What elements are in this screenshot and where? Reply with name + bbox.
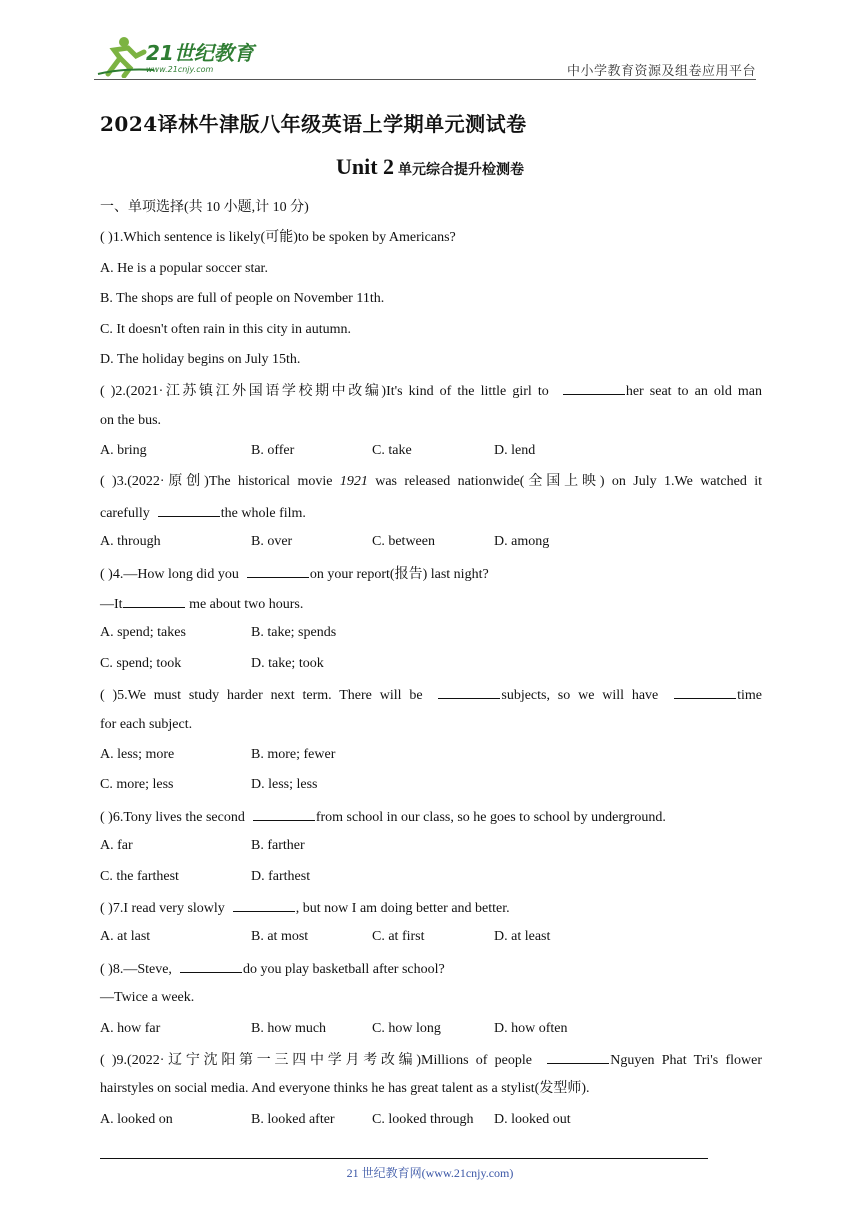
question-4-options-row1 bbox=[100, 623, 762, 653]
question-3-movie-title: 1921 bbox=[339, 473, 368, 489]
section-heading: 一、单项选择(共 10 小题,计 10 分) bbox=[100, 200, 309, 215]
question-3-option-c: C. between bbox=[372, 534, 435, 550]
question-3-option-a: A. through bbox=[100, 534, 161, 550]
question-9-text-2: Nguyen Phat Tri's flower bbox=[610, 1052, 762, 1068]
question-9-text-1: ( )9.(2022·辽宁沈阳第一三四中学月考改编)Millions of people bbox=[100, 1052, 532, 1068]
runner-logo-icon bbox=[94, 34, 264, 78]
question-2-option-a: A. bring bbox=[100, 443, 147, 459]
question-2-option-d: D. lend bbox=[494, 443, 536, 459]
question-6-text-1: ( )6.Tony lives the second bbox=[100, 809, 245, 825]
question-2-stem-cont: on the bus. bbox=[100, 412, 162, 428]
question-3-options bbox=[100, 532, 762, 562]
question-1-option-d: D. The holiday begins on July 15th. bbox=[100, 351, 301, 367]
question-2-options bbox=[100, 441, 762, 471]
question-4-text-4: me about two hours. bbox=[185, 597, 304, 613]
question-9-stem-cont: hairstyles on social media. And everyone thinks he has great talent as a stylist(发型师). bbox=[100, 1081, 590, 1097]
question-8-option-d: D. how often bbox=[494, 1020, 568, 1036]
question-5-option-c: C. more; less bbox=[100, 777, 174, 793]
answer-blank[interactable] bbox=[438, 684, 500, 699]
question-7-option-b: B. at most bbox=[251, 929, 309, 945]
question-7-stem bbox=[100, 897, 762, 927]
question-8-text-2: do you play basketball after school? bbox=[242, 961, 445, 977]
question-7-text-1: ( )7.I read very slowly bbox=[100, 900, 225, 916]
question-6-options-row2 bbox=[100, 867, 762, 897]
question-3-text-3: carefully bbox=[100, 505, 150, 521]
question-6-option-d: D. farthest bbox=[251, 868, 311, 884]
header-divider bbox=[94, 79, 756, 80]
question-4-option-b: B. take; spends bbox=[251, 625, 337, 641]
question-4-options-row2 bbox=[100, 654, 762, 684]
question-3-option-b: B. over bbox=[251, 534, 293, 550]
question-3-text-1: ( )3.(2022·原创)The historical movie bbox=[100, 473, 340, 489]
question-3-option-d: D. among bbox=[494, 534, 550, 550]
question-7-option-c: C. at first bbox=[372, 929, 425, 945]
question-4-stem bbox=[100, 563, 762, 593]
question-2-stem bbox=[100, 380, 762, 410]
footer-divider bbox=[100, 1158, 708, 1159]
question-4-text-1: ( )4.—How long did you bbox=[100, 566, 239, 582]
question-3-text-2: was released nationwide(全国上映) on July 1.We watched it bbox=[367, 473, 762, 489]
question-2-text-2: her seat to an old man bbox=[625, 384, 763, 400]
question-8-option-c: C. how long bbox=[372, 1020, 441, 1036]
question-5-option-a: A. less; more bbox=[100, 747, 175, 763]
answer-blank[interactable] bbox=[123, 593, 185, 608]
question-5-options-row1 bbox=[100, 745, 762, 775]
question-4-text-2: on your report(报告) last night? bbox=[309, 566, 489, 582]
question-1-option-a: A. He is a popular soccer star. bbox=[100, 260, 268, 276]
question-3-text-4: the whole film. bbox=[220, 505, 306, 521]
question-5-options-row2 bbox=[100, 775, 762, 805]
answer-blank[interactable] bbox=[233, 897, 295, 912]
question-5-stem-cont: for each subject. bbox=[100, 716, 193, 732]
question-4-text-3: —It bbox=[100, 597, 123, 613]
site-logo bbox=[94, 34, 264, 78]
answer-blank[interactable] bbox=[547, 1049, 609, 1064]
question-6-stem bbox=[100, 806, 762, 836]
question-2-option-c: C. take bbox=[372, 443, 412, 459]
question-4-reply bbox=[100, 593, 762, 623]
question-5-text-1: ( )5.We must study harder next term. There will be bbox=[100, 688, 423, 704]
question-4-option-a: A. spend; takes bbox=[100, 625, 186, 641]
question-5-text-3: time bbox=[737, 688, 762, 704]
question-6-options-row1 bbox=[100, 836, 762, 866]
answer-blank[interactable] bbox=[247, 563, 309, 578]
question-6-text-2: from school in our class, so he goes to school by underground. bbox=[315, 809, 666, 825]
logo-url: www.21cnjy.com bbox=[146, 65, 214, 74]
logo-text: 21世纪教育 bbox=[146, 41, 254, 65]
page-subtitle bbox=[0, 154, 860, 180]
question-7-options bbox=[100, 927, 762, 957]
question-3-stem bbox=[100, 472, 762, 502]
answer-blank[interactable] bbox=[158, 502, 220, 517]
question-8-reply: —Twice a week. bbox=[100, 990, 195, 1006]
question-6-option-a: A. far bbox=[100, 838, 133, 854]
question-2-text-1: ( )2.(2021·江苏镇江外国语学校期中改编)It's kind of the little girl to bbox=[100, 384, 549, 400]
subtitle-unit: Unit 2 bbox=[335, 154, 395, 179]
question-5-text-2: subjects, so we will have bbox=[501, 688, 659, 704]
header-platform-text: 中小学教育资源及组卷应用平台 bbox=[566, 64, 756, 79]
question-9-option-b: B. looked after bbox=[251, 1111, 335, 1127]
subtitle-rest: 单元综合提升检测卷 bbox=[398, 162, 525, 178]
question-3-stem-cont bbox=[100, 502, 762, 532]
question-8-text-1: ( )8.—Steve, bbox=[100, 961, 172, 977]
answer-blank[interactable] bbox=[253, 806, 315, 821]
page-title: 2024译林牛津版八年级英语上学期单元测试卷 bbox=[100, 112, 527, 136]
question-8-options bbox=[100, 1019, 762, 1049]
question-9-options bbox=[100, 1110, 762, 1140]
question-9-option-c: C. looked through bbox=[372, 1111, 474, 1127]
answer-blank[interactable] bbox=[674, 684, 736, 699]
footer-link[interactable]: 21 世纪教育网(www.21cnjy.com) bbox=[346, 1166, 514, 1180]
question-2-option-b: B. offer bbox=[251, 443, 295, 459]
question-4-option-c: C. spend; took bbox=[100, 655, 182, 671]
question-9-option-d: D. looked out bbox=[494, 1111, 571, 1127]
question-8-option-a: A. how far bbox=[100, 1020, 161, 1036]
answer-blank[interactable] bbox=[180, 958, 242, 973]
question-6-option-b: B. farther bbox=[251, 838, 305, 854]
question-9-stem bbox=[100, 1049, 762, 1079]
question-4-option-d: D. take; took bbox=[251, 655, 324, 671]
question-9-option-a: A. looked on bbox=[100, 1111, 173, 1127]
question-1-option-c: C. It doesn't often rain in this city in autumn. bbox=[100, 321, 351, 337]
question-7-option-a: A. at last bbox=[100, 929, 151, 945]
question-6-option-c: C. the farthest bbox=[100, 868, 179, 884]
question-5-option-d: D. less; less bbox=[251, 777, 318, 793]
question-5-option-b: B. more; fewer bbox=[251, 747, 336, 763]
question-7-option-d: D. at least bbox=[494, 929, 551, 945]
question-1-stem: ( )1.Which sentence is likely(可能)to be spoken by Americans? bbox=[100, 230, 456, 246]
question-8-option-b: B. how much bbox=[251, 1020, 327, 1036]
question-7-text-2: , but now I am doing better and better. bbox=[295, 900, 510, 916]
question-5-stem bbox=[100, 684, 762, 714]
question-1-option-b: B. The shops are full of people on November 11th. bbox=[100, 291, 385, 307]
question-8-stem bbox=[100, 958, 762, 988]
question-list bbox=[100, 198, 762, 1140]
answer-blank[interactable] bbox=[563, 380, 625, 395]
